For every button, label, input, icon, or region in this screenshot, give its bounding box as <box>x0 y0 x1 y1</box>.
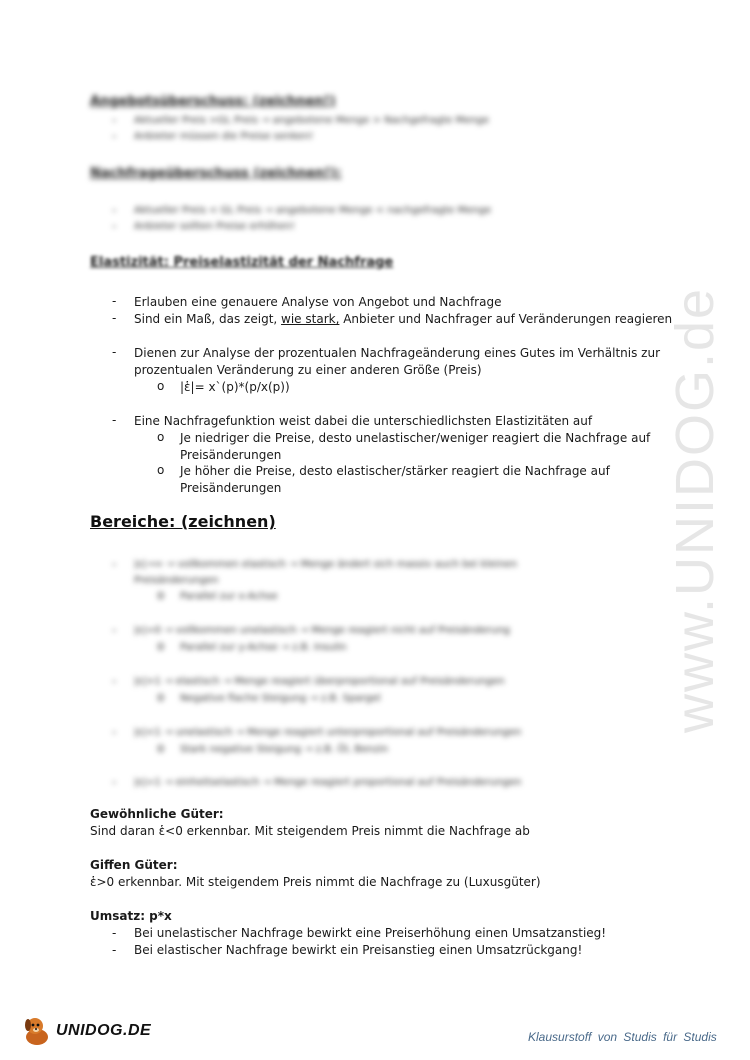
dash: - <box>112 674 117 688</box>
blurred-line: Anbieter müssen die Preise senken! <box>134 131 314 142</box>
sub-text-cont: Preisänderungen <box>180 481 282 495</box>
bullet-text-cont: prozentualen Veränderung zu einer anderen Größe (Preis) <box>134 363 482 377</box>
blurred-line: Anbieter sollten Preise erhöhen! <box>134 221 295 232</box>
sub-bullet: o <box>157 690 165 704</box>
sub-bullet: o <box>157 430 165 444</box>
blurred-line: |ε|=1 → einheitselastisch → Menge reagiert proportional auf Preisänderungen <box>134 777 522 788</box>
dash: - <box>112 943 117 957</box>
dog-icon <box>22 1015 52 1047</box>
dash: - <box>112 345 117 359</box>
blurred-line: Aktueller Preis >GL Preis → angebotene Menge > Nachgefragte Menge <box>134 115 490 126</box>
heading-angebotsueberschuss: Angebotsüberschuss: (zeichnen!) <box>90 94 336 109</box>
blurred-line: Stark negative Steigung → z.B. Öl, Benzin <box>180 744 389 755</box>
dash: - <box>112 294 117 308</box>
bullet-text: Erlauben eine genauere Analyse von Angebot und Nachfrage <box>134 295 502 309</box>
blurred-line: Preisänderungen <box>134 575 219 586</box>
heading-elastizitaet: Elastizität: Preiselastizität der Nachfrage <box>90 255 394 270</box>
umsatz-bullet: Bei elastischer Nachfrage bewirkt ein Preisanstieg einen Umsatzrückgang! <box>134 943 583 957</box>
bullet-text: Dienen zur Analyse der prozentualen Nachfrageänderung eines Gutes im Verhältnis zur <box>134 346 661 360</box>
blurred-line: |ε|→∞ → vollkommen elastisch → Menge ändert sich massiv auch bei kleinen <box>134 559 518 570</box>
blurred-line: Parallel zur y-Achse → z.B. Insulin <box>180 642 347 653</box>
dash: - <box>112 203 117 217</box>
blurred-line: |ε|=0 → vollkommen unelastisch → Menge reagiert nicht auf Preisänderung <box>134 625 511 636</box>
dash: - <box>112 311 117 325</box>
dash: - <box>112 113 117 127</box>
sub-bullet: o <box>157 379 165 393</box>
formula: |ἑ|= x`(p)*(p/x(p)) <box>180 380 290 394</box>
dash: - <box>112 623 117 637</box>
umsatz-bullet: Bei unelastischer Nachfrage bewirkt eine Preiserhöhung einen Umsatzanstieg! <box>134 926 607 940</box>
label-umsatz: Umsatz: p*x <box>90 909 172 923</box>
label-gewoehnliche-gueter: Gewöhnliche Güter: <box>90 807 224 821</box>
sub-text: Je niedriger die Preise, desto unelastischer/weniger reagiert die Nachfrage auf <box>180 431 651 445</box>
dash: - <box>112 129 117 143</box>
blurred-line: Aktueller Preis < GL Preis → angebotene Menge < nachgefragte Menge <box>134 205 492 216</box>
dash: - <box>112 775 117 789</box>
blurred-line: Parallel zur x-Achse <box>180 591 278 602</box>
sub-text: Je höher die Preise, desto elastischer/stärker reagiert die Nachfrage auf <box>180 464 610 478</box>
footer-slogan: Klausurstoff von Studis für Studis <box>528 1030 717 1044</box>
unidog-logo <box>22 1012 162 1050</box>
section-title-bereiche: Bereiche: (zeichnen) <box>90 512 276 531</box>
heading-nachfrageueberschuss: Nachfrageüberschuss (zeichnen!): <box>90 166 342 181</box>
sub-bullet: o <box>157 588 165 602</box>
sub-bullet: o <box>157 639 165 653</box>
blurred-line: |ε|<1 → unelastisch → Menge reagiert unterproportional auf Preisänderungen <box>134 727 522 738</box>
sub-text-cont: Preisänderungen <box>180 448 282 462</box>
dash: - <box>112 926 117 940</box>
bullet-text: Eine Nachfragefunktion weist dabei die unterschiedlichsten Elastizitäten auf <box>134 414 593 428</box>
blurred-line: |ε|>1 → elastisch → Menge reagiert überproportional auf Preisänderungen <box>134 676 505 687</box>
text-giffen-gueter: ἑ>0 erkennbar. Mit steigendem Preis nimmt die Nachfrage zu (Luxusgüter) <box>90 875 541 889</box>
label-giffen-gueter: Giffen Güter: <box>90 858 178 872</box>
text-gewoehnliche-gueter: Sind daran ἑ<0 erkennbar. Mit steigendem Preis nimmt die Nachfrage ab <box>90 824 530 838</box>
sub-bullet: o <box>157 741 165 755</box>
logo-text: UNIDOG.DE <box>56 1022 152 1039</box>
bullet-text: Sind ein Maß, das zeigt, wie stark, Anbieter und Nachfrager auf Veränderungen reagieren <box>134 312 673 326</box>
dash: - <box>112 219 117 233</box>
blurred-line: Negative flache Steigung → z.B. Spargel <box>180 693 381 704</box>
sub-bullet: o <box>157 463 165 477</box>
dash: - <box>112 725 117 739</box>
watermark: www.UNIDOG.de <box>665 286 725 734</box>
dash: - <box>112 413 117 427</box>
dash: - <box>112 557 117 571</box>
